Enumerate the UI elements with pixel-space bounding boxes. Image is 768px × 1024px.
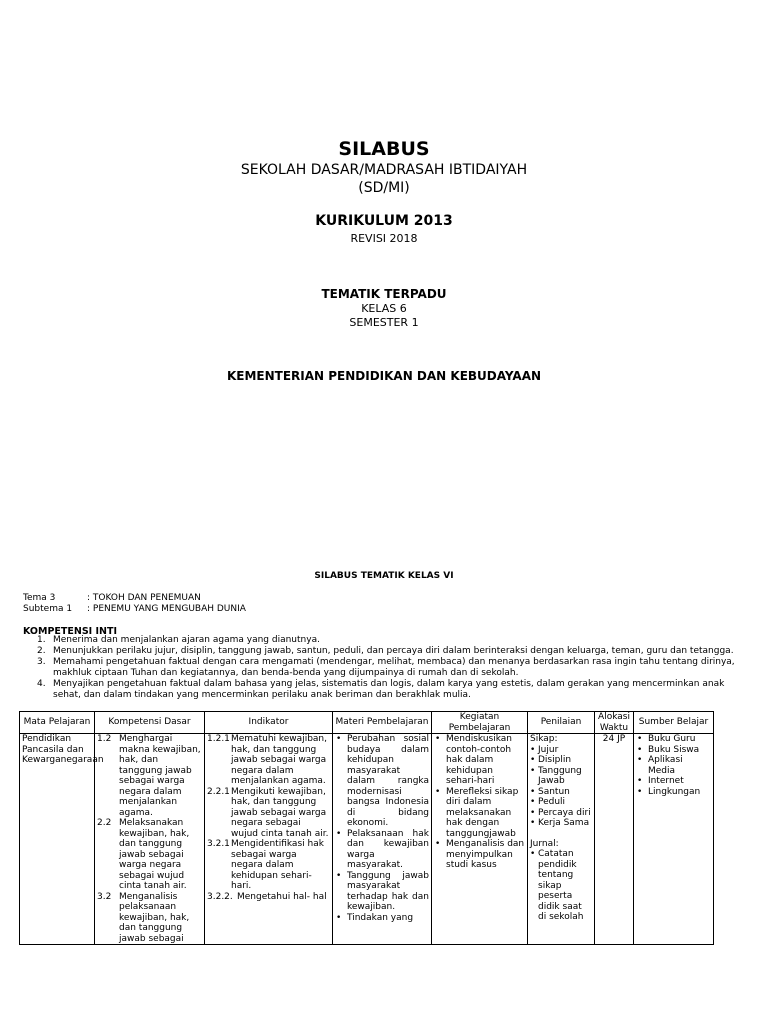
list-item: • Percaya diri xyxy=(530,808,592,819)
list-text: Menyajikan pengetahuan faktual dalam bahasa yang jelas, sistematis dan logis, dalam karya yang estetis, dalam gerakan yang mencerminkan anak sehat, dan dalam tindakan yang mencerminkan perilaku anak beriman dan berakhlak mulia. xyxy=(53,679,725,700)
column-header: Kompetensi Dasar xyxy=(95,712,205,734)
section-heading: SILABUS TEMATIK KELAS VI xyxy=(314,571,454,581)
list-text: Mengikuti kewajiban, hak, dan tanggung jawab sebagai warga negara sebagai wujud cinta tanah air. xyxy=(231,786,329,839)
syllabus-table xyxy=(19,711,714,945)
ministry-label: KEMENTERIAN PENDIDIKAN DAN KEBUDAYAAN xyxy=(226,369,542,383)
list-item xyxy=(207,734,330,787)
list-item xyxy=(23,679,749,701)
list-text: Menganalisis pelaksanaan kewajiban, hak, dan tanggung jawab sebagai xyxy=(119,891,190,944)
column-header: Penilaian xyxy=(528,712,595,734)
list-number: 3.2.1 xyxy=(207,839,230,849)
curriculum-label: KURIKULUM 2013 xyxy=(315,213,453,229)
theme-row xyxy=(23,593,201,603)
list-text: Menerima dan menjalankan ajaran agama yang dianutnya. xyxy=(53,635,320,645)
table-row xyxy=(20,734,714,945)
subject-cell: Pendidikan Pancasila dan Kewarganegaraan xyxy=(20,734,95,945)
subtheme-key: Subtema 1 xyxy=(23,604,73,614)
subtitle-line-1: SEKOLAH DASAR/MADRASAH IBTIDAIYAH xyxy=(240,162,528,178)
list-item: • Catatan pendidik tentang sikap peserta didik saat di sekolah xyxy=(530,849,592,923)
list-item: • Pelaksanaan hak dan kewajiban warga masyarakat. xyxy=(335,829,429,871)
list-text: Menunjukkan perilaku jujur, disiplin, tanggung jawab, santun, peduli, dan percaya diri dalam berinteraksi dengan keluarga, teman, guru dan tetangga. xyxy=(53,646,734,656)
column-header: Kegiatan Pembelajaran xyxy=(432,712,528,734)
list-number: 3.2.2. xyxy=(207,891,233,902)
list-item xyxy=(97,734,202,818)
list-item: • Merefleksi sikap diri dalam melaksanakan hak dengan tanggungjawab xyxy=(434,787,525,840)
journal-list xyxy=(530,849,592,923)
list-item: • Jujur xyxy=(530,745,592,756)
core-competence-heading: KOMPETENSI INTI xyxy=(23,626,118,637)
column-header: Mata Pelajaran xyxy=(20,712,95,734)
theme-key: Tema 3 xyxy=(23,593,56,603)
column-header: Sumber Belajar xyxy=(634,712,714,734)
list-text: Mengidentifikasi hak sebagai warga negara dalam kehidupan sehari-hari. xyxy=(231,839,324,891)
list-number: 1.2.1 xyxy=(207,734,230,744)
list-number: 3. xyxy=(37,657,46,667)
revision-label: REVISI 2018 xyxy=(350,232,418,245)
list-number: 3.2 xyxy=(97,891,112,902)
journal-label: Jurnal: xyxy=(530,838,559,849)
time-allocation-cell: 24 JP xyxy=(595,734,634,945)
list-item: • Santun xyxy=(530,787,592,798)
list-number: 2.2.1 xyxy=(207,786,230,797)
list-item: • Menganalisis dan menyimpulkan studi kasus xyxy=(434,839,525,871)
material-cell xyxy=(333,734,432,945)
learning-source-cell xyxy=(634,734,714,945)
list-item xyxy=(23,635,749,646)
theme-value: : TOKOH DAN PENEMUAN xyxy=(87,593,201,603)
list-item: • Tanggung jawab masyarakat terhadap hak dan kewajiban. xyxy=(335,871,429,913)
list-number: 1.2 xyxy=(97,734,112,744)
list-item: • Buku Siswa xyxy=(636,745,711,756)
indicator-cell xyxy=(205,734,333,945)
list-item: • Buku Guru xyxy=(636,734,711,745)
list-item xyxy=(97,892,202,945)
list-item: • Disiplin xyxy=(530,755,592,766)
list-item xyxy=(207,892,330,903)
core-competence-list xyxy=(23,635,749,701)
list-text: Menghargai makna kewajiban, hak, dan tanggung jawab sebagai warga negara dalam menjalankan agama. xyxy=(119,734,201,818)
column-header: Materi Pembelajaran xyxy=(333,712,432,734)
list-item: • Tindakan yang xyxy=(335,913,429,924)
list-item: • Perubahan sosial budaya dalam kehidupan masyarakat dalam rangka modernisasi bangsa Indonesia di bidang ekonomi. xyxy=(335,734,429,829)
semester-label: SEMESTER 1 xyxy=(349,316,419,329)
list-text: Memahami pengetahuan faktual dengan cara mengamati (mendengar, melihat, membaca) dan menanya berdasarkan rasa ingin tahu tentang dirinya, makhluk ciptaan Tuhan dan kegiatannya, dan benda-benda yang dijumpainya di rumah dan di sekolah. xyxy=(53,657,735,678)
activity-list xyxy=(434,734,525,871)
class-info xyxy=(0,302,768,330)
list-item: • Peduli xyxy=(530,797,592,808)
document-subtitle xyxy=(0,161,768,197)
document-title: SILABUS xyxy=(338,138,430,160)
assessment-cell xyxy=(528,734,595,945)
list-text: Mengetahui hal- hal xyxy=(237,891,327,902)
basic-competence-cell xyxy=(95,734,205,945)
subtheme-row xyxy=(23,604,246,614)
list-text: Melaksanakan kewajiban, hak, dan tanggung jawab sebagai warga negara sebagai wujud cinta tanah air. xyxy=(119,818,190,891)
list-item: • Aplikasi Media xyxy=(636,755,711,776)
list-item: • Internet xyxy=(636,776,711,787)
list-item xyxy=(97,818,202,892)
column-header: Alokasi Waktu xyxy=(595,712,634,734)
source-list xyxy=(636,734,711,797)
list-item xyxy=(23,657,749,679)
list-item: • Lingkungan xyxy=(636,787,711,798)
subtheme-value: : PENEMU YANG MENGUBAH DUNIA xyxy=(87,604,246,614)
list-item xyxy=(23,646,749,657)
subtitle-line-2: (SD/MI) xyxy=(358,180,410,196)
list-number: 4. xyxy=(37,679,46,689)
list-number: 2.2 xyxy=(97,818,112,828)
class-label: KELAS 6 xyxy=(361,302,407,315)
material-list xyxy=(335,734,429,923)
column-header: Indikator xyxy=(205,712,333,734)
table-header-row xyxy=(20,712,714,734)
list-text: Mematuhi kewajiban, hak, dan tanggung jawab sebagai warga negara dalam menjalankan agama. xyxy=(231,734,327,786)
list-number: 1. xyxy=(37,635,46,645)
attitude-label: Sikap: xyxy=(530,734,558,744)
list-item xyxy=(207,839,330,892)
list-item: • Tanggung Jawab xyxy=(530,766,592,787)
activity-cell xyxy=(432,734,528,945)
list-item xyxy=(207,787,330,840)
list-item: • Kerja Sama xyxy=(530,818,592,829)
list-item: • Mendiskusikan contoh-contoh hak dalam kehidupan sehari-hari xyxy=(434,734,525,787)
list-number: 2. xyxy=(37,646,46,656)
attitude-list xyxy=(530,745,592,829)
thematic-label: TEMATIK TERPADU xyxy=(321,287,447,301)
